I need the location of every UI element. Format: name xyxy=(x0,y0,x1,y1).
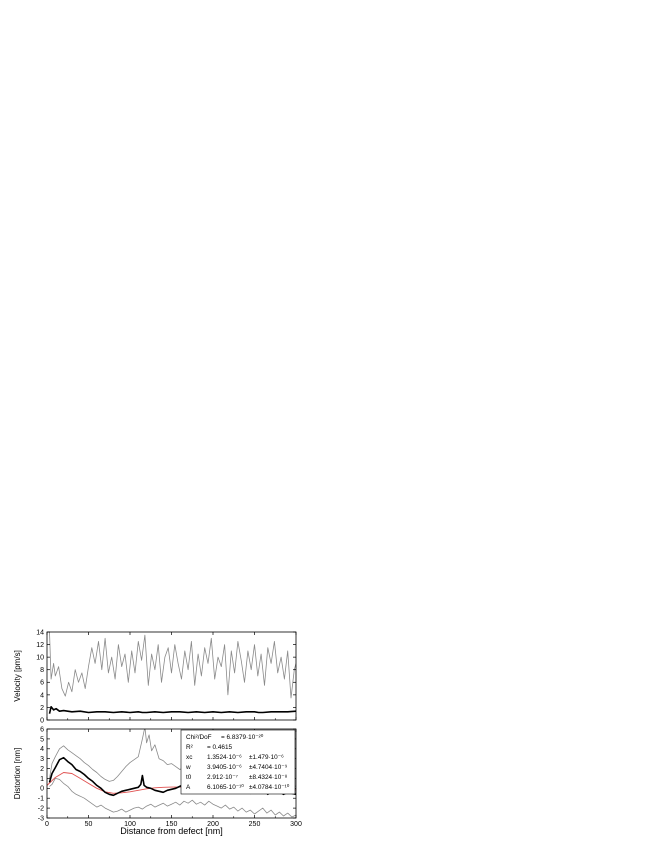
y-tick-label: 3 xyxy=(40,756,44,764)
y-tick-label: 1 xyxy=(40,775,44,783)
velocity-mean-group xyxy=(50,707,297,714)
fit-param-error: ±8.4324·10⁻⁸ xyxy=(249,774,288,781)
fit-param-value: 1.3524·10⁻⁶ xyxy=(207,754,242,761)
y-tick-label: -2 xyxy=(37,805,44,813)
velocity-panel xyxy=(13,629,296,724)
fit-param-error: ±4.7404·10⁻⁹ xyxy=(249,764,288,771)
fit-param-value: = 6.8379·10⁻²⁰ xyxy=(221,734,264,741)
fit-param-value: 2.912·10⁻⁷ xyxy=(207,774,238,781)
fit-param-name: R² xyxy=(186,744,193,751)
x-tick-label: 150 xyxy=(165,821,178,828)
fit-param-error: ±1.479·10⁻⁶ xyxy=(249,754,284,761)
y-tick-label: 6 xyxy=(40,726,44,734)
x-tick-label: 50 xyxy=(84,821,93,828)
y-tick-label: 14 xyxy=(36,629,44,637)
velocity-y-axis-label: Velocity [pm/s] xyxy=(13,650,22,702)
distortion-y-axis-label: Distortion [nm] xyxy=(13,747,22,800)
fit-param-name: w xyxy=(186,764,191,771)
y-tick-label: -3 xyxy=(37,815,44,823)
y-tick-label: 6 xyxy=(40,679,44,687)
fit-param-value: 3.9405·10⁻⁶ xyxy=(207,764,242,771)
y-tick-label: 0 xyxy=(40,717,44,725)
x-tick-label: 100 xyxy=(124,821,136,828)
fit-param-value: = 0.4615 xyxy=(207,744,233,751)
fit-param-name: t0 xyxy=(186,774,192,781)
y-tick-label: 4 xyxy=(40,746,44,754)
fit-param-value: 6.1065·10⁻¹⁰ xyxy=(207,784,244,791)
fit-param-name: Chi²/DoF xyxy=(186,734,212,741)
velocity-mean-line xyxy=(50,707,297,714)
velocity-envelope-line xyxy=(50,632,297,698)
fit-parameters-box xyxy=(181,730,295,794)
fit-param-name: A xyxy=(186,784,191,791)
fit-param-error: ±4.0784·10⁻¹⁰ xyxy=(249,784,290,791)
velocity-plot-frame xyxy=(47,632,296,720)
y-tick-label: 8 xyxy=(40,667,44,675)
fit-param-name: xc xyxy=(186,754,193,761)
distortion-panel xyxy=(13,726,302,828)
fit-row xyxy=(186,734,264,741)
y-tick-label: 2 xyxy=(40,704,44,712)
y-tick-label: 2 xyxy=(40,765,44,773)
x-tick-label: 250 xyxy=(248,821,261,828)
x-axis-label: Distance from defect [nm] xyxy=(120,826,223,836)
y-tick-label: 10 xyxy=(36,654,44,662)
x-tick-label: 200 xyxy=(207,821,219,828)
y-tick-label: 5 xyxy=(40,736,44,744)
y-tick-label: 0 xyxy=(40,785,44,793)
y-tick-label: -1 xyxy=(37,795,44,803)
x-tick-label: 300 xyxy=(290,821,302,828)
x-tick-label: 0 xyxy=(45,821,49,828)
y-tick-label: 12 xyxy=(36,641,44,649)
velocity-envelope-group xyxy=(50,632,297,698)
y-tick-label: 4 xyxy=(40,692,44,700)
velocity-ticks xyxy=(36,629,296,724)
